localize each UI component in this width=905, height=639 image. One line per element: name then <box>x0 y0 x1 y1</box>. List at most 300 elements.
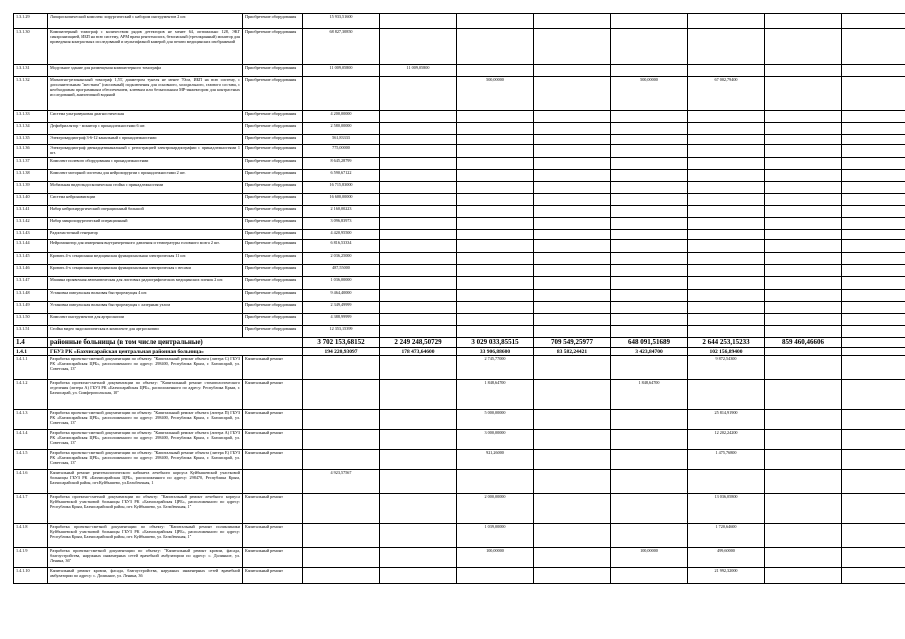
value-cell <box>611 111 688 123</box>
row-type: Приобретение оборудования <box>243 111 303 123</box>
value-cell <box>611 290 688 302</box>
value-cell <box>842 65 905 77</box>
value-cell <box>380 253 457 265</box>
table-row <box>14 194 905 206</box>
value-cell <box>765 356 842 380</box>
table-row <box>14 182 905 194</box>
table-row <box>14 218 905 230</box>
value-cell <box>380 29 457 65</box>
table-row <box>14 14 905 29</box>
row-number: 1.4.1.2 <box>14 380 48 410</box>
value-cell: 2 349,49999 <box>303 302 380 314</box>
value-cell <box>534 326 611 338</box>
value-cell <box>534 277 611 290</box>
row-number: 1.4.1.10 <box>14 568 48 584</box>
row-type <box>243 470 303 494</box>
value-cell <box>534 145 611 158</box>
value-cell <box>534 470 611 494</box>
table-row <box>14 430 905 450</box>
value-cell <box>534 253 611 265</box>
value-cell <box>303 450 380 470</box>
value-cell <box>380 158 457 170</box>
value-cell <box>765 450 842 470</box>
row-number: 1.3.1.43 <box>14 230 48 240</box>
value-cell <box>534 314 611 326</box>
table-row <box>14 206 905 218</box>
value-cell <box>380 240 457 253</box>
value-cell <box>457 29 534 65</box>
row-type: Капитальный ремонт <box>243 524 303 548</box>
value-cell <box>688 470 765 494</box>
subtotal-value: 194 220,93097 <box>303 348 380 356</box>
value-cell: 2 160,00223 <box>303 206 380 218</box>
row-number: 1.4.1.6 <box>14 470 48 494</box>
value-cell <box>765 135 842 145</box>
value-cell <box>611 277 688 290</box>
row-name: Мобильная видеоэндоскопическая стойка с принадлежностями <box>48 182 243 194</box>
row-type: Капитальный ремонт <box>243 568 303 584</box>
value-cell <box>534 111 611 123</box>
value-cell <box>380 356 457 380</box>
value-cell <box>534 380 611 410</box>
row-name: Комплект инструментов для артроскопии <box>48 314 243 326</box>
value-cell: 487,55000 <box>303 265 380 277</box>
value-cell <box>842 494 905 524</box>
value-cell <box>534 218 611 230</box>
value-cell <box>303 410 380 430</box>
summary-row-1-4 <box>14 338 905 348</box>
row-name: Разработка проектно-сметной документации по объекту: "Капитальный ремонт объекта (литера С) ГБУЗ РК «Бахчисарайская ЦРБ», расположенного по адресу: 298400, Республика Крым, г. Бахчисарай, ул. Советская, 13" <box>48 356 243 380</box>
value-cell <box>534 265 611 277</box>
value-cell: 500,00000 <box>611 77 688 111</box>
value-cell <box>457 123 534 135</box>
row-name: Комплект полевого оборудования с принадлежностями <box>48 158 243 170</box>
value-cell <box>842 568 905 584</box>
value-cell <box>688 170 765 182</box>
value-cell <box>842 524 905 548</box>
row-name: Электрокардиограф двенадцатиканальный с регистрацией электрокардиографии с принадлежностями 1 шт. <box>48 145 243 158</box>
value-cell <box>457 158 534 170</box>
value-cell <box>842 326 905 338</box>
value-cell <box>380 230 457 240</box>
value-cell <box>842 314 905 326</box>
value-cell: 4 923,57567 <box>303 470 380 494</box>
value-cell <box>765 170 842 182</box>
value-cell <box>842 302 905 314</box>
value-cell <box>611 145 688 158</box>
row-name: Радиочастотный генератор <box>48 230 243 240</box>
value-cell <box>534 170 611 182</box>
value-cell <box>534 430 611 450</box>
value-cell: 13 036,05800 <box>688 494 765 524</box>
value-cell: 4 388,99999 <box>303 314 380 326</box>
value-cell <box>842 410 905 430</box>
value-cell <box>457 170 534 182</box>
value-cell <box>380 470 457 494</box>
table-row <box>14 494 905 524</box>
row-number: 1.3.1.39 <box>14 182 48 194</box>
row-number: 1.3.1.45 <box>14 253 48 265</box>
value-cell <box>380 380 457 410</box>
row-name: ГБУЗ РК «Бахчисарайская центральная районная больница» <box>48 348 303 356</box>
value-cell <box>534 123 611 135</box>
row-name: Установка импульсная волновая быстрорежущая 4 шт. <box>48 290 243 302</box>
value-cell <box>688 145 765 158</box>
row-name: Набор микрохирургический операционный <box>48 218 243 230</box>
value-cell <box>380 326 457 338</box>
value-cell <box>457 470 534 494</box>
value-cell: 2 580,00000 <box>303 123 380 135</box>
row-number: 1.4.1.5 <box>14 450 48 470</box>
value-cell <box>765 568 842 584</box>
row-name: Разработка проектно-сметной документации по объекту: "Капитальный ремонт кровли, фасада, благоустройства, наружных инженерных сетей врачебной амбулатории по адресу: с. Долинное, ул. Ленина, 36" <box>48 548 243 568</box>
row-type: Капитальный ремонт <box>243 410 303 430</box>
value-cell <box>688 65 765 77</box>
value-cell: 21 992,32000 <box>688 568 765 584</box>
value-cell: 561,83333 <box>303 135 380 145</box>
value-cell <box>457 206 534 218</box>
row-number: 1.4.1.9 <box>14 548 48 568</box>
value-cell <box>380 410 457 430</box>
row-number: 1.3.1.48 <box>14 290 48 302</box>
value-cell <box>303 356 380 380</box>
table-row <box>14 170 905 182</box>
value-cell <box>303 494 380 524</box>
row-type: Приобретение оборудования <box>243 230 303 240</box>
value-cell <box>611 524 688 548</box>
row-type: Приобретение оборудования <box>243 326 303 338</box>
value-cell <box>611 123 688 135</box>
value-cell <box>380 265 457 277</box>
value-cell <box>611 14 688 29</box>
value-cell <box>688 218 765 230</box>
row-number: 1.3.1.38 <box>14 170 48 182</box>
value-cell <box>534 450 611 470</box>
row-type: Капитальный ремонт <box>243 494 303 524</box>
value-cell <box>765 111 842 123</box>
value-cell: 100,00000 <box>611 548 688 568</box>
value-cell <box>611 182 688 194</box>
value-cell <box>534 410 611 430</box>
value-cell <box>765 302 842 314</box>
value-cell <box>534 356 611 380</box>
table-row <box>14 356 905 380</box>
value-cell <box>380 111 457 123</box>
value-cell <box>303 548 380 568</box>
row-number: 1.3.1.34 <box>14 123 48 135</box>
value-cell <box>765 265 842 277</box>
value-cell: 25 814,91900 <box>688 410 765 430</box>
value-cell <box>380 123 457 135</box>
value-cell <box>611 170 688 182</box>
value-cell <box>842 194 905 206</box>
value-cell <box>380 194 457 206</box>
row-name: Машина проявочная автоматическая для листовых радиографических медицинских пленок 2 шт. <box>48 277 243 290</box>
value-cell: 4 200,00000 <box>303 111 380 123</box>
table-row <box>14 77 905 111</box>
value-cell <box>534 240 611 253</box>
summary-value: 3 029 033,85515 <box>457 338 534 348</box>
row-type: Приобретение оборудования <box>243 218 303 230</box>
row-type: Капитальный ремонт <box>243 356 303 380</box>
row-name: Капитальный ремонт кровли, фасада, благоустройства, наружных инженерных сетей врачебной амбулатории по адресу: с. Долинное, ул. Ленина, 36 <box>48 568 243 584</box>
row-number: 1.4.1 <box>14 348 48 356</box>
value-cell <box>380 548 457 568</box>
row-name: Установка импульсная волновая быстрорежущая с лазерным узлом <box>48 302 243 314</box>
row-type: Приобретение оборудования <box>243 145 303 158</box>
value-cell <box>534 290 611 302</box>
value-cell: 6 816,53334 <box>303 240 380 253</box>
value-cell <box>765 206 842 218</box>
value-cell <box>457 14 534 29</box>
value-cell <box>611 356 688 380</box>
value-cell <box>457 240 534 253</box>
value-cell: 11 009,05800 <box>380 65 457 77</box>
row-number: 1.3.1.47 <box>14 277 48 290</box>
value-cell <box>688 182 765 194</box>
row-number: 1.4.1.3 <box>14 410 48 430</box>
row-number: 1.3.1.42 <box>14 218 48 230</box>
value-cell <box>842 277 905 290</box>
value-cell <box>380 302 457 314</box>
value-cell: 1 848,64700 <box>611 380 688 410</box>
table-row <box>14 158 905 170</box>
row-number: 1.3.1.29 <box>14 14 48 29</box>
value-cell <box>534 494 611 524</box>
value-cell <box>842 111 905 123</box>
value-cell <box>842 240 905 253</box>
value-cell <box>534 194 611 206</box>
row-name: районные больницы (в том числе центральные) <box>48 338 303 348</box>
row-type: Приобретение оборудования <box>243 77 303 111</box>
row-type: Приобретение оборудования <box>243 206 303 218</box>
value-cell <box>534 182 611 194</box>
value-cell: 921,26000 <box>457 450 534 470</box>
row-type: Капитальный ремонт <box>243 430 303 450</box>
value-cell <box>534 206 611 218</box>
value-cell <box>380 450 457 470</box>
summary-value: 3 702 153,68152 <box>303 338 380 348</box>
row-name: Кровать 4-х секционная медицинская функциональная электрическая с весами <box>48 265 243 277</box>
value-cell <box>611 230 688 240</box>
value-cell: 3 096,83973 <box>303 218 380 230</box>
value-cell <box>611 450 688 470</box>
table-row <box>14 253 905 265</box>
value-cell <box>765 145 842 158</box>
value-cell: 11 009,05800 <box>303 65 380 77</box>
subtotal-value <box>765 348 842 356</box>
value-cell: 1 848,64700 <box>457 380 534 410</box>
value-cell <box>842 123 905 135</box>
row-number: 1.4 <box>14 338 48 348</box>
table-row <box>14 123 905 135</box>
value-cell: 68 827,30850 <box>303 29 380 65</box>
value-cell: 2 000,00000 <box>457 494 534 524</box>
value-cell <box>842 145 905 158</box>
value-cell <box>380 218 457 230</box>
row-number: 1.3.1.44 <box>14 240 48 253</box>
value-cell <box>303 524 380 548</box>
value-cell <box>534 29 611 65</box>
value-cell <box>842 450 905 470</box>
value-cell: 775,00000 <box>303 145 380 158</box>
row-number: 1.3.1.30 <box>14 29 48 65</box>
value-cell <box>765 548 842 568</box>
value-cell <box>380 494 457 524</box>
table-row <box>14 302 905 314</box>
value-cell <box>611 253 688 265</box>
row-number: 1.3.1.40 <box>14 194 48 206</box>
value-cell: 16 715,83000 <box>303 182 380 194</box>
value-cell <box>534 548 611 568</box>
value-cell <box>303 77 380 111</box>
row-type: Приобретение оборудования <box>243 170 303 182</box>
value-cell <box>842 290 905 302</box>
value-cell: 500,00000 <box>457 77 534 111</box>
row-type: Приобретение оборудования <box>243 277 303 290</box>
subtotal-value: 83 582,24421 <box>534 348 611 356</box>
value-cell <box>611 265 688 277</box>
value-cell <box>765 410 842 430</box>
row-type: Приобретение оборудования <box>243 14 303 29</box>
value-cell <box>842 265 905 277</box>
row-number: 1.3.1.50 <box>14 314 48 326</box>
row-type: Приобретение оборудования <box>243 123 303 135</box>
table-row <box>14 450 905 470</box>
value-cell <box>765 230 842 240</box>
row-type: Приобретение оборудования <box>243 290 303 302</box>
value-cell <box>842 230 905 240</box>
summary-value: 2 249 248,50729 <box>380 338 457 348</box>
value-cell <box>765 253 842 265</box>
table-row <box>14 135 905 145</box>
value-cell <box>688 277 765 290</box>
value-cell <box>765 430 842 450</box>
value-cell <box>611 326 688 338</box>
value-cell: 5 000,00000 <box>457 410 534 430</box>
value-cell <box>842 14 905 29</box>
value-cell <box>380 290 457 302</box>
value-cell <box>688 14 765 29</box>
value-cell <box>688 253 765 265</box>
value-cell <box>534 158 611 170</box>
value-cell <box>457 277 534 290</box>
row-number: 1.4.1.1 <box>14 356 48 380</box>
value-cell <box>611 470 688 494</box>
value-cell <box>380 430 457 450</box>
summary-value-empty <box>842 338 905 348</box>
value-cell <box>688 314 765 326</box>
row-number: 1.4.1.7 <box>14 494 48 524</box>
table-row <box>14 65 905 77</box>
value-cell: 67 002,79400 <box>688 77 765 111</box>
value-cell <box>688 194 765 206</box>
value-cell: 15 933,51600 <box>303 14 380 29</box>
row-name: Дефибриллятор - монитор с принадлежностями 6 шт. <box>48 123 243 135</box>
row-number: 1.4.1.4 <box>14 430 48 450</box>
value-cell <box>688 302 765 314</box>
value-cell <box>380 314 457 326</box>
value-cell <box>534 135 611 145</box>
value-cell: 8 645,28799 <box>303 158 380 170</box>
value-cell <box>842 253 905 265</box>
value-cell <box>534 14 611 29</box>
value-cell <box>380 524 457 548</box>
value-cell: 1 475,76800 <box>688 450 765 470</box>
table-row <box>14 111 905 123</box>
row-number: 1.3.1.46 <box>14 265 48 277</box>
value-cell: 2 745,77000 <box>457 356 534 380</box>
value-cell: 3 000,00000 <box>457 430 534 450</box>
row-name: Магнитно-резонансный томограф 1,5Т, диаметром тунеля не менее 70см, ИБП на всю систему, с дополнительным "жестким" (пассивный) подключения для основного, холодильного, газового состава, с необходимым программным обеспечением, клеевым или безыгольным МР-инжектором для контрастных исследований, анизотипной водяной <box>48 77 243 111</box>
row-number: 1.3.1.51 <box>14 326 48 338</box>
value-cell <box>611 302 688 314</box>
value-cell <box>534 65 611 77</box>
row-name: Лапароскопический комплекс хирургический с набором инструментов 2 шт. <box>48 14 243 29</box>
value-cell <box>457 302 534 314</box>
value-cell: 1 720,64600 <box>688 524 765 548</box>
value-cell <box>457 314 534 326</box>
value-cell <box>842 77 905 111</box>
value-cell <box>457 135 534 145</box>
value-cell <box>688 326 765 338</box>
value-cell <box>765 77 842 111</box>
row-type: Приобретение оборудования <box>243 158 303 170</box>
value-cell <box>765 326 842 338</box>
budget-table <box>13 13 905 584</box>
value-cell <box>765 123 842 135</box>
subtotal-row-1-4-1 <box>14 348 905 356</box>
value-cell: 100,00000 <box>457 548 534 568</box>
value-cell <box>380 145 457 158</box>
row-number: 1.3.1.31 <box>14 65 48 77</box>
value-cell <box>842 170 905 182</box>
value-cell <box>457 65 534 77</box>
table-row <box>14 290 905 302</box>
table-row <box>14 470 905 494</box>
table-row <box>14 548 905 568</box>
value-cell <box>611 240 688 253</box>
value-cell <box>380 182 457 194</box>
table-row <box>14 380 905 410</box>
row-number: 1.3.1.49 <box>14 302 48 314</box>
table-row <box>14 568 905 584</box>
table-row <box>14 314 905 326</box>
row-number: 1.3.1.35 <box>14 135 48 145</box>
value-cell <box>611 158 688 170</box>
value-cell <box>765 470 842 494</box>
value-cell <box>457 194 534 206</box>
subtotal-value: 33 906,88600 <box>457 348 534 356</box>
value-cell <box>842 218 905 230</box>
value-cell <box>380 135 457 145</box>
row-name: Разработка проектно-сметной документации по объекту: "Капитальный ремонт поликлиники Куйбышевской участковой больницы ГБУЗ РК «Бахчисарайская ЦРБ», расположенного по адресу: Республика Крым, Бахчисарайский район, пгт. Куйбышево, ул. Бельбекчная, 1" <box>48 524 243 548</box>
value-cell <box>688 290 765 302</box>
value-cell <box>611 568 688 584</box>
value-cell <box>380 277 457 290</box>
value-cell: 1 036,00000 <box>303 277 380 290</box>
value-cell <box>611 194 688 206</box>
value-cell <box>534 77 611 111</box>
value-cell <box>688 123 765 135</box>
row-type: Приобретение оборудования <box>243 240 303 253</box>
row-type: Приобретение оборудования <box>243 29 303 65</box>
value-cell: 2 036,25000 <box>303 253 380 265</box>
value-cell <box>380 14 457 29</box>
row-name: Компьютерный томограф с количеством рядов детекторов не менее 64, оптимально 128, ЭКГ синхронизацией, ИБП на всю систему, АРМ врача рентгенолога, безопасный (трехэкранный) монитор для проведения контрастных исследований и мультифазной камерой для печати медицинских изображений <box>48 29 243 65</box>
value-cell <box>842 29 905 65</box>
row-name: Электрокардиограф 3-6-12 канальный с принадлежностями <box>48 135 243 145</box>
